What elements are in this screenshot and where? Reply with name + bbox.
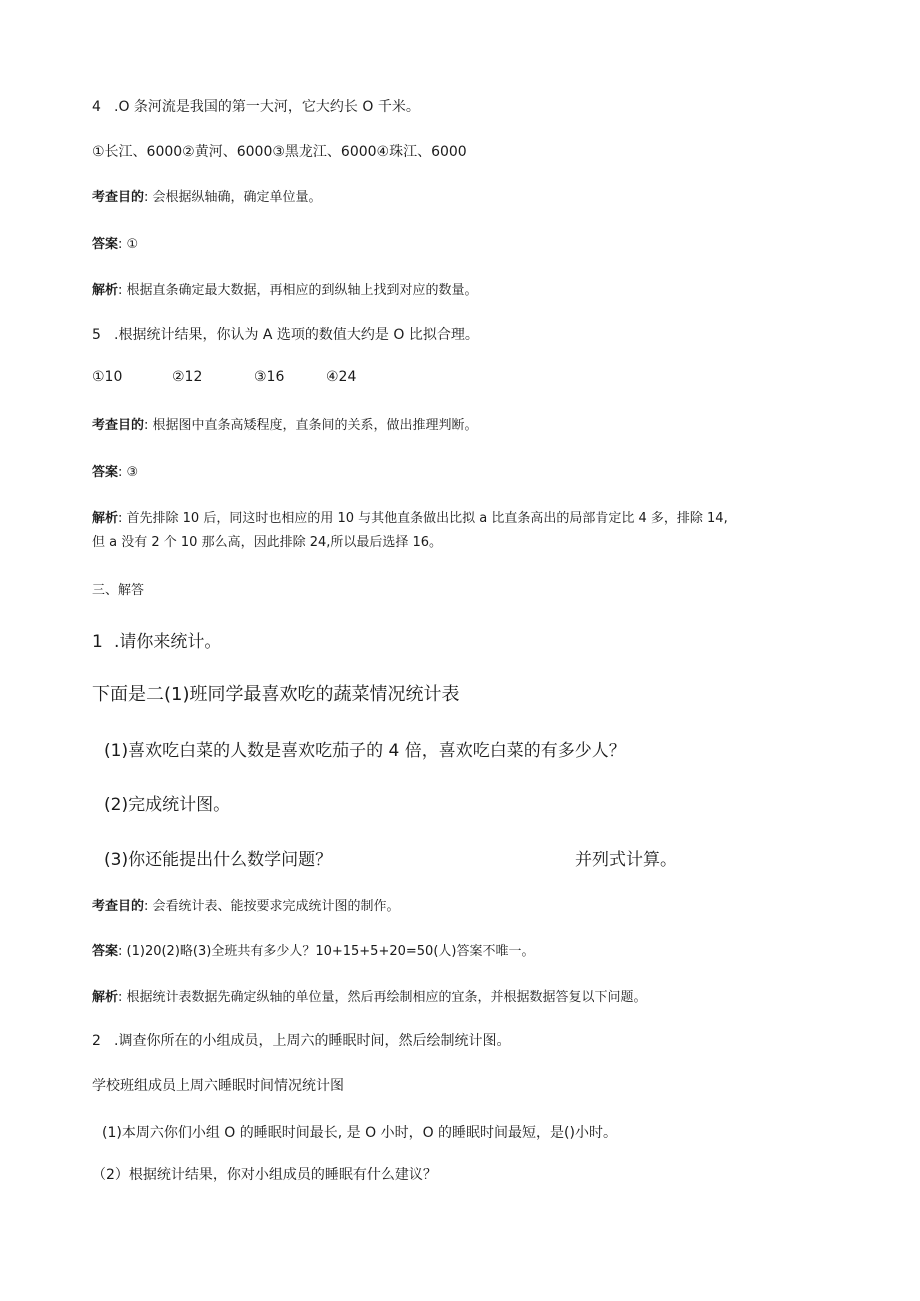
p1-answer <box>92 940 534 959</box>
section-title: 三、解答 <box>92 583 145 598</box>
q5-option-2: ②12 <box>172 369 203 385</box>
q5-analysis-text-1: : 首先排除 10 后，同这时也相应的用 10 与其他直条做出比拟 a 比直条高出的局部肯定比 4 多，排除 14, <box>118 511 728 526</box>
p2-title <box>92 1030 510 1050</box>
p1-sub1: (1)喜欢吃白菜的人数是喜欢吃茄子的 4 倍，喜欢吃白菜的有多少人？ <box>104 741 626 761</box>
p1-sub3-tail: 并列式计算。 <box>575 850 677 870</box>
p1-title <box>92 627 221 652</box>
q5-option-3: ③16 <box>254 369 285 385</box>
q4-analysis-label: 解析 <box>92 283 119 298</box>
q5-question-text: .根据统计结果，你认为 A 选项的数值大约是 O 比拟合理。 <box>114 327 479 343</box>
q4-analysis <box>92 279 478 298</box>
p1-answer-text: : (1)20(2)略(3)全班共有多少人？10+15+5+20=50(人)答案不唯一。 <box>118 944 535 959</box>
q5-analysis-text-2: 但 a 没有 2 个 10 那么高，因此排除 24,所以最后选择 16。 <box>92 535 443 550</box>
p1-analysis-label: 解析 <box>92 990 119 1005</box>
q5-option-1: ①10 <box>92 369 123 385</box>
p2-number: 2 <box>92 1033 101 1049</box>
p1-analysis-text: : 根据统计表数据先确定纵轴的单位量，然后再绘制相应的宜条，并根据数据答复以下问题。 <box>118 990 647 1005</box>
p1-title-text: .请你来统计。 <box>114 632 222 652</box>
q5-answer <box>92 461 138 480</box>
p1-answer-label: 答案 <box>92 944 119 959</box>
q4-answer-text: : ① <box>118 237 139 252</box>
q4-purpose <box>92 186 322 205</box>
q4-question-text: .O 条河流是我国的第一大河，它大约长 O 千米。 <box>114 99 420 115</box>
p1-purpose <box>92 895 400 914</box>
p2-chart-title: 学校班组成员上周六睡眠时间情况统计图 <box>92 1078 344 1094</box>
q5-options <box>92 369 356 385</box>
q5-analysis <box>92 507 728 526</box>
q5-option-4: ④24 <box>326 369 357 385</box>
p1-sub3: (3)你还能提出什么数学问题？ <box>104 850 333 870</box>
p1-analysis <box>92 986 647 1005</box>
q5-answer-label: 答案 <box>92 465 119 480</box>
q5-purpose <box>92 414 478 433</box>
q5-question <box>92 324 479 344</box>
q5-analysis-label: 解析 <box>92 511 119 526</box>
p1-sub2: (2)完成统计图。 <box>104 795 231 815</box>
q5-number: 5 <box>92 327 101 343</box>
q4-answer <box>92 233 138 252</box>
q4-options: ①长江、6000②黄河、6000③黑龙江、6000④珠江、6000 <box>92 144 467 160</box>
p1-intro: 下面是二(1)班同学最喜欢吃的蔬菜情况统计表 <box>92 684 460 705</box>
q5-purpose-text: : 根据图中直条高矮程度，直条间的关系，做出推理判断。 <box>144 418 478 433</box>
q4-number: 4 <box>92 99 101 115</box>
p2-title-text: .调查你所在的小组成员，上周六的睡眠时间，然后绘制统计图。 <box>114 1033 511 1049</box>
p2-sub1: (1)本周六你们小组 O 的睡眠时间最长, 是 O 小时，O 的睡眠时间最短，是()小时。 <box>102 1125 617 1141</box>
q5-purpose-label: 考查目的 <box>92 418 145 433</box>
q4-analysis-text: : 根据直条确定最大数据，再相应的到纵轴上找到对应的数量。 <box>118 283 478 298</box>
q4-question <box>92 96 420 116</box>
p2-sub2: （2）根据统计结果，你对小组成员的睡眠有什么建议？ <box>92 1167 437 1183</box>
q5-answer-text: : ③ <box>118 465 139 480</box>
q4-answer-label: 答案 <box>92 237 119 252</box>
p1-purpose-text: : 会看统计表、能按要求完成统计图的制作。 <box>144 899 400 914</box>
p1-number: 1 <box>92 632 103 652</box>
q4-purpose-label: 考查目的 <box>92 190 145 205</box>
q4-purpose-text: : 会根据纵轴确，确定单位量。 <box>144 190 322 205</box>
p1-purpose-label: 考查目的 <box>92 899 145 914</box>
